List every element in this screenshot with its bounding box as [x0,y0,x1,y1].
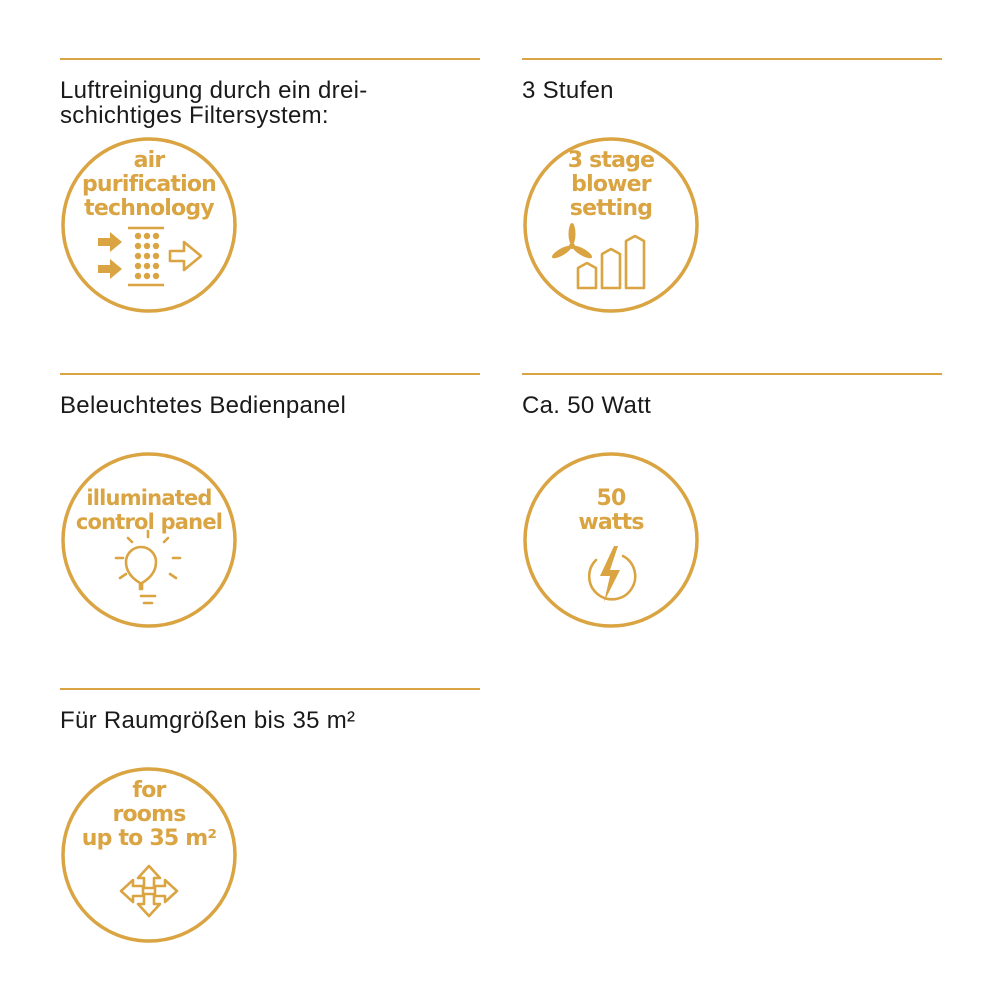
badge-line-2: watts [578,510,644,535]
badge-line-1: 50 [596,486,626,511]
divider [60,373,480,375]
badge-line-1: illuminated [86,486,212,510]
badge-line-3: up to 35 m² [81,826,217,851]
power-bolt-icon [589,546,635,602]
blower-stages-badge [522,136,700,314]
badge-line-3: technology [84,196,214,221]
feature-caption: Ca. 50 Watt [522,392,652,419]
room-size-badge [60,766,238,944]
feature-caption [60,78,480,128]
divider [522,373,942,375]
badge-line-2: control panel [75,510,223,534]
feature-caption: 3 Stufen [522,77,614,104]
feature-caption: Für Raumgrößen bis 35 m² [60,707,356,734]
badge-line-1: 3 stage [567,148,655,173]
divider [60,688,480,690]
badge-line-1: for [132,778,166,803]
air-purification-badge [60,136,238,314]
badge-line-2: purification [81,172,217,197]
divider [60,58,480,60]
badge-line-2: blower [571,172,651,197]
feature-caption: Beleuchtetes Bedienpanel [60,392,347,419]
badge-line-2: rooms [112,802,186,827]
light-bulb-icon [116,531,180,603]
fan-levels-icon [550,223,644,288]
caption-line-1: Luftreinigung durch ein drei- [60,77,368,104]
room-size-arrows-icon [121,866,177,916]
caption-line-2: schichtiges Filtersystem: [60,102,329,129]
divider [522,58,942,60]
power-badge [522,451,700,629]
badge-line-1: air [133,148,165,173]
air-filter-icon [98,228,201,285]
illuminated-panel-badge [60,451,238,629]
badge-line-3: setting [569,196,653,221]
